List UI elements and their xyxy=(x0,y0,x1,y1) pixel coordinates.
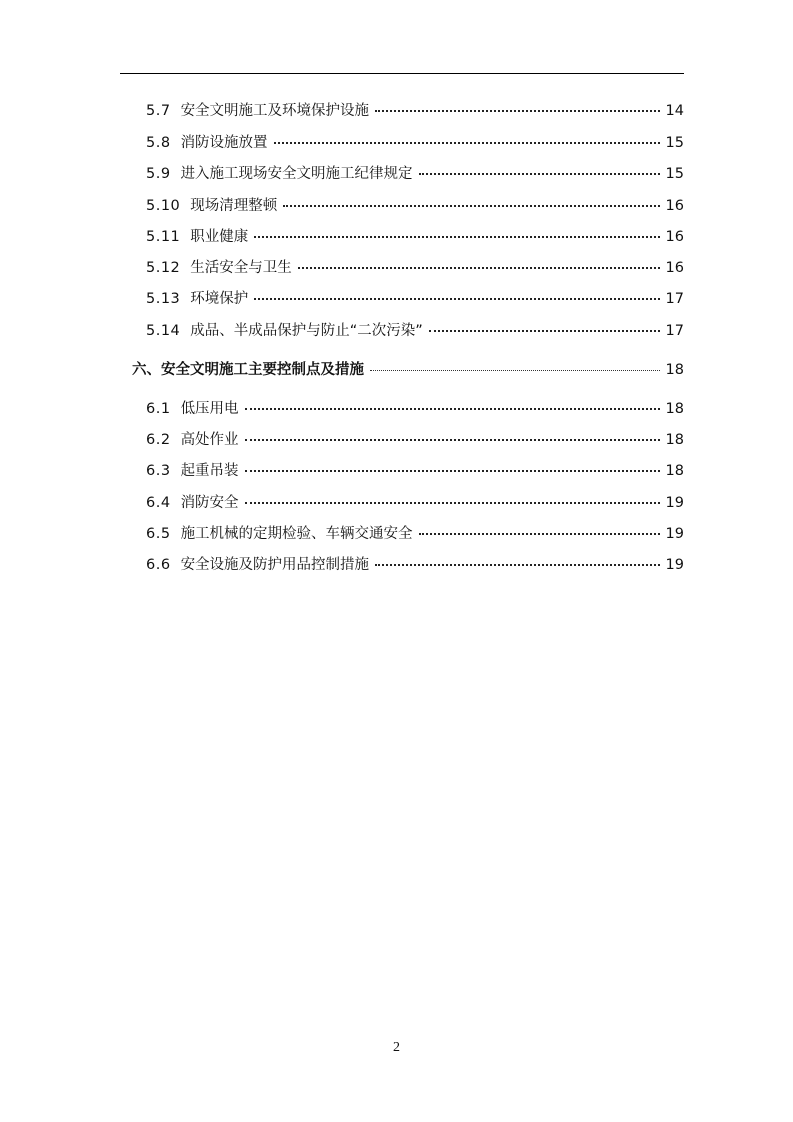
toc-entry-number: 5.13 xyxy=(146,291,181,307)
toc-entry-number: 6.4 xyxy=(146,495,171,511)
toc-entry-title: 安全文明施工及环境保护设施 xyxy=(180,103,370,119)
toc-dot-leader xyxy=(298,267,660,269)
toc-entry-number: 5.14 xyxy=(146,323,181,339)
toc-entry-page: 16 xyxy=(665,198,684,214)
toc-dot-leader xyxy=(254,298,659,300)
toc-entry-number: 6.6 xyxy=(146,557,171,573)
toc-entry-number: 6.2 xyxy=(146,432,171,448)
toc-entry-page: 17 xyxy=(665,323,684,339)
header-rule xyxy=(120,73,684,74)
toc-dot-leader xyxy=(429,330,660,332)
toc-entry-page: 16 xyxy=(665,260,684,276)
toc-entry-page: 19 xyxy=(665,495,684,511)
toc-entry-title: 成品、半成品保护与防止“二次污染” xyxy=(190,323,423,339)
toc-entry-title: 起重吊装 xyxy=(180,463,239,479)
toc-entry-page: 19 xyxy=(665,557,684,573)
toc-entry-title: 职业健康 xyxy=(190,229,249,245)
toc-dot-leader xyxy=(274,142,660,144)
toc-dot-leader xyxy=(245,408,660,410)
toc-entry-title: 施工机械的定期检验、车辆交通安全 xyxy=(180,526,413,542)
toc-entry-title: 进入施工现场安全文明施工纪律规定 xyxy=(180,166,413,182)
toc-dot-leader xyxy=(419,533,660,535)
toc-entry-page: 18 xyxy=(665,432,684,448)
toc-entry[interactable] xyxy=(146,197,684,215)
toc-entry-page: 18 xyxy=(665,362,684,378)
toc-dot-leader xyxy=(419,173,660,175)
page-number: 2 xyxy=(393,1040,400,1055)
toc-entry-number: 5.7 xyxy=(146,103,171,119)
toc-entry-page: 16 xyxy=(665,229,684,245)
toc-entry[interactable] xyxy=(146,400,684,418)
toc-entry-page: 18 xyxy=(665,463,684,479)
toc-entry-title: 安全设施及防护用品控制措施 xyxy=(180,557,370,573)
toc-dot-leader xyxy=(245,439,660,441)
toc-entry-title: 环境保护 xyxy=(190,291,249,307)
toc-entry[interactable] xyxy=(146,134,684,152)
toc-entry-number: 6.5 xyxy=(146,526,171,542)
toc-entry-title: 现场清理整顿 xyxy=(190,198,278,214)
toc-entry[interactable] xyxy=(146,462,684,480)
toc-entry-number: 5.10 xyxy=(146,198,181,214)
toc-entry-number: 5.8 xyxy=(146,135,171,151)
toc-dot-leader xyxy=(254,236,659,238)
toc-entry-title: 消防设施放置 xyxy=(180,135,268,151)
toc-entry-number: 6.3 xyxy=(146,463,171,479)
toc-entry-page: 18 xyxy=(665,401,684,417)
toc-dot-leader xyxy=(245,502,660,504)
toc-entry[interactable] xyxy=(146,228,684,246)
toc-entry[interactable] xyxy=(146,322,684,340)
toc-dot-leader xyxy=(283,205,659,207)
toc-dot-leader xyxy=(375,564,659,566)
toc-entry-number: 6.1 xyxy=(146,401,171,417)
toc-chapter-entry[interactable] xyxy=(132,361,684,379)
toc-entry-page: 14 xyxy=(665,103,684,119)
toc-dot-leader xyxy=(245,470,660,472)
toc-entry-title: 低压用电 xyxy=(180,401,239,417)
toc-entry[interactable] xyxy=(146,165,684,183)
toc-entry-number: 5.11 xyxy=(146,229,181,245)
toc-entry-page: 19 xyxy=(665,526,684,542)
toc-entry-page: 15 xyxy=(665,135,684,151)
toc-entry-number: 5.12 xyxy=(146,260,181,276)
toc-dot-leader xyxy=(375,110,659,112)
toc-entry[interactable] xyxy=(146,556,684,574)
toc-dot-leader xyxy=(370,370,660,371)
toc-entry[interactable] xyxy=(146,431,684,449)
toc-entry-number: 5.9 xyxy=(146,166,171,182)
toc-entry-title: 消防安全 xyxy=(180,495,239,511)
toc-entry[interactable] xyxy=(146,525,684,543)
toc-entry[interactable] xyxy=(146,259,684,277)
toc-entry-title: 高处作业 xyxy=(180,432,239,448)
toc-entry-title: 生活安全与卫生 xyxy=(190,260,292,276)
toc-entry[interactable] xyxy=(146,494,684,512)
toc-entry-page: 17 xyxy=(665,291,684,307)
toc-entry-page: 15 xyxy=(665,166,684,182)
toc-entry[interactable] xyxy=(146,102,684,120)
toc-chapter-title: 六、安全文明施工主要控制点及措施 xyxy=(132,362,364,378)
toc-entry[interactable] xyxy=(146,290,684,308)
